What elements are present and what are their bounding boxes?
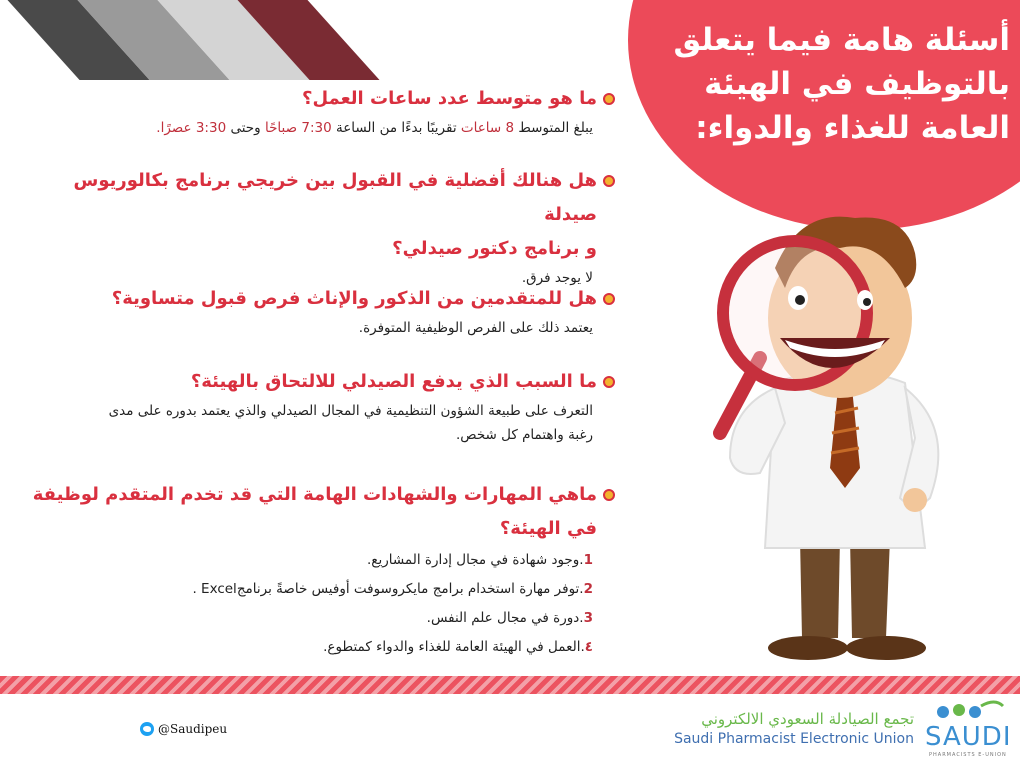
answer-line-1: التعرف على طبيعة الشؤون التنظيمية في المجال الصيدلي والذي يعتمد بدوره على مدى	[108, 403, 593, 419]
bullet-icon	[603, 175, 615, 187]
question	[15, 164, 615, 266]
skills-list	[15, 546, 615, 662]
answer	[15, 399, 615, 447]
decorative-stripes	[0, 0, 420, 80]
answer	[15, 116, 615, 140]
question-text: ما السبب الذي يدفع الصيدلي للالتحاق بالهيئة؟	[190, 371, 597, 392]
answer: لا يوجد فرق.	[521, 270, 593, 286]
list-text: .وجود شهادة في مجال إدارة المشاريع.	[367, 552, 584, 568]
twitter-handle: @Saudipeu	[158, 722, 228, 736]
footer-band	[0, 676, 1020, 694]
question-line-2: و برنامج دكتور صيدلي؟	[392, 238, 597, 259]
bullet-icon	[603, 293, 615, 305]
question-text	[33, 478, 597, 546]
question-text	[15, 164, 597, 266]
bullet-icon	[603, 489, 615, 501]
answer-text: وحتى	[226, 120, 265, 136]
twitter-icon	[140, 722, 154, 736]
twitter-link[interactable]	[140, 722, 227, 736]
answer-highlight: 7:30 صباحًا	[264, 120, 332, 136]
magnifying-glass-illustration	[690, 208, 1010, 678]
logo	[925, 698, 1010, 758]
brand-name-arabic: تجمع الصيادلة السعودي الالكتروني	[701, 710, 914, 728]
logo-subtitle: PHARMACISTS E-UNION	[929, 752, 1007, 758]
qa-item-5	[15, 478, 615, 662]
list-text: .دورة في مجال علم النفس.	[426, 610, 584, 626]
page-title: أسئلة هامة فيما يتعلق بالتوظيف في الهيئة العامة للغذاء والدواء:	[673, 22, 1010, 146]
bullet-icon	[603, 93, 615, 105]
question-text: ما هو متوسط عدد ساعات العمل؟	[302, 88, 597, 109]
qa-item-4	[15, 365, 615, 447]
answer-line-2: رغبة واهتمام كل شخص.	[455, 427, 593, 443]
list-text: .توفر مهارة استخدام برامج مايكروسوفت أوفيس خاصةً برنامجExcel .	[192, 581, 584, 597]
logo-word: SAUDI	[925, 722, 1012, 752]
list-item	[15, 575, 593, 604]
qa-item-2	[15, 164, 615, 290]
answer: يعتمد ذلك على الفرص الوظيفية المتوفرة.	[358, 320, 593, 336]
question	[15, 478, 615, 546]
answer-text: .	[156, 120, 161, 136]
answer-text: تقريبًا بدءًا من الساعة	[331, 120, 461, 136]
question-text: هل للمتقدمين من الذكور والإناث فرص قبول متساوية؟	[111, 288, 597, 309]
list-number: 2	[583, 581, 593, 597]
bullet-icon	[603, 376, 615, 388]
question-line-1: هل هنالك أفضلية في القبول بين خريجي برنامج بكالوريوس صيدلة	[73, 170, 597, 225]
list-item	[15, 604, 593, 633]
question-line-1: ماهي المهارات والشهادات الهامة التي قد تخدم المتقدم لوظيفة	[32, 484, 597, 505]
answer-highlight: 8 ساعات	[460, 120, 515, 136]
list-number: 1	[583, 552, 593, 568]
answer-highlight: 3:30 عصرًا	[160, 120, 227, 136]
list-number: ٤	[584, 639, 593, 655]
question-line-2: في الهيئة؟	[499, 518, 597, 539]
question	[15, 365, 615, 399]
answer-text: يبلغ المتوسط	[514, 120, 593, 136]
brand-name-english: Saudi Pharmacist Electronic Union	[674, 731, 914, 747]
list-item	[15, 633, 593, 662]
list-number: 3	[583, 610, 593, 626]
list-text: .العمل في الهيئة العامة للغذاء والدواء كمتطوع.	[323, 639, 585, 655]
question	[15, 282, 615, 316]
question	[15, 82, 615, 116]
qa-item-1	[15, 82, 615, 140]
qa-item-3	[15, 282, 615, 340]
list-item	[15, 546, 593, 575]
